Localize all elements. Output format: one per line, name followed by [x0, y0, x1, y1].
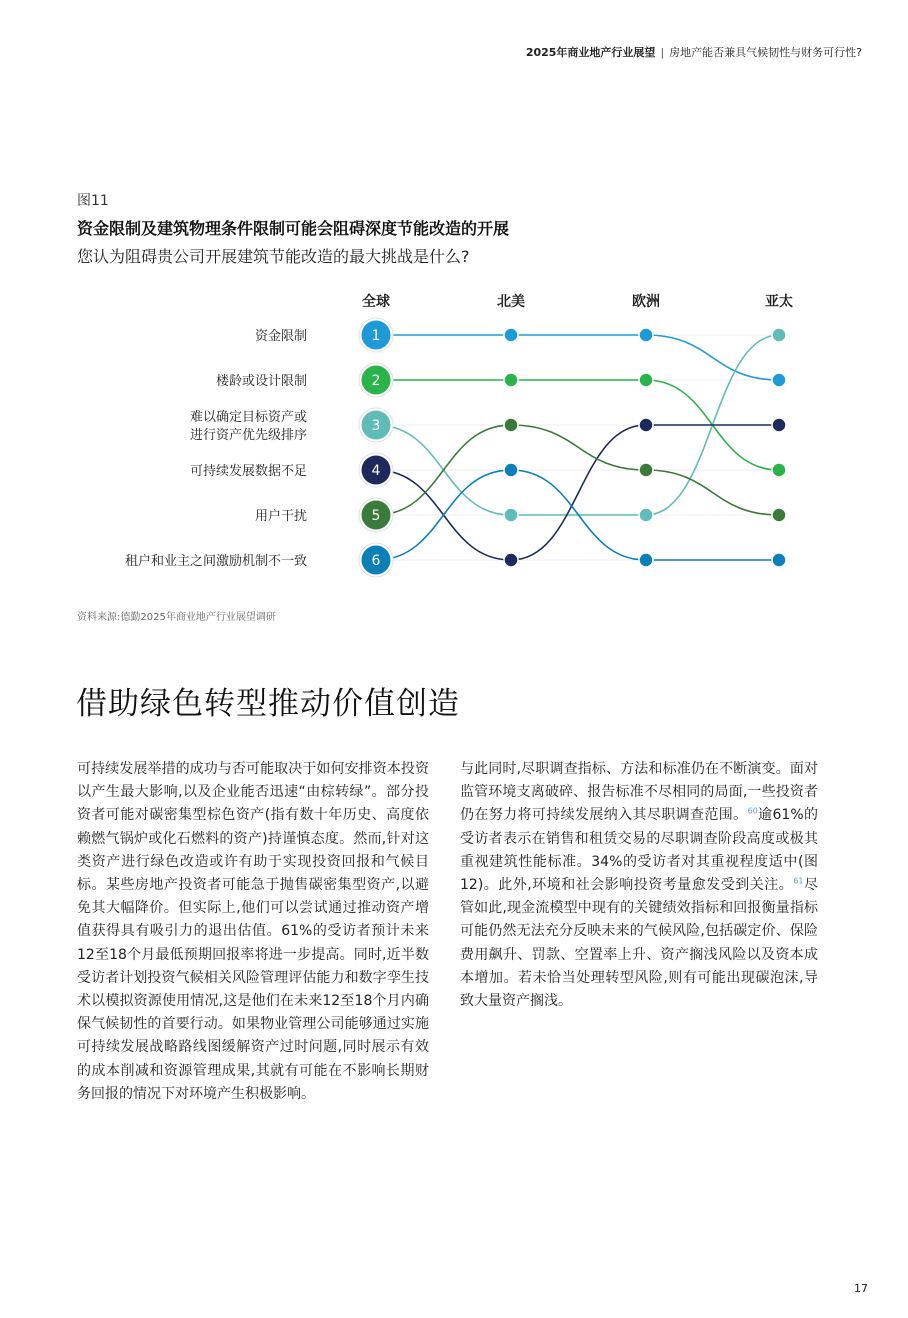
row-label-6: 租户和业主之间激励机制不一致 — [124, 554, 307, 569]
series-4-marker-2 — [504, 553, 518, 567]
body-right-part-2: 逾61%的受访者表示在销售和租赁交易的尽职调查阶段高度或极其重视建筑性能标准。34%的受访者对其重视程度适中(图12)。此外,环境和社会影响投资考量愈发受到关注。 — [460, 807, 819, 894]
body-column-right — [460, 758, 818, 1013]
report-subtitle: 房地产能否兼具气候韧性与财务可行性? — [669, 46, 862, 59]
global-rank-number-1: 1 — [371, 328, 381, 344]
series-1-marker-2 — [504, 328, 518, 342]
page-number: 17 — [854, 1282, 868, 1295]
series-4-marker-3 — [639, 418, 653, 432]
global-rank-number-3: 3 — [371, 418, 381, 434]
series-4-marker-4 — [772, 418, 786, 432]
region-header-1: 全球 — [362, 294, 390, 310]
global-rank-number-2: 2 — [371, 373, 381, 389]
series-2-marker-3 — [639, 373, 653, 387]
body-column-left: 可持续发展举措的成功与否可能取决于如何安排资本投资以产生最大影响,以及企业能否迅速“由棕转绿”。部分投资者可能对碳密集型棕色资产(指有数十年历史、高度依赖燃气锅炉或化石燃料的资产)持谨慎态度。然而,针对这类资产进行绿色改造或许有助于实现投资回报和气候目标。某些房地产投资者可能急于抛售碳密集型资产,以避免其大幅降价。但实际上,他们可以尝试通过推动资产增值获得具有吸引力的退出估值。61%的受访者预计未来12至18个月最低预期回报率将进一步提高。同时,近半数受访者计划投资气候相关风险管理评估能力和数字孪生技术以模拟资源使用情况,这是他们在未来12至18个月内确保气候韧性的首要行动。如果物业管理公司能够通过实施可持续发展战略路线图缓解资产过时问题,同时展示有效的成本削减和资源管理成果,其就有可能在不影响长期财务回报的情况下对环境产生积极影响。 — [77, 761, 429, 1102]
row-label-5: 用户干扰 — [254, 509, 307, 524]
series-6-marker-2 — [504, 463, 518, 477]
figure-label: 图11 — [77, 193, 109, 209]
series-6-marker-3 — [639, 553, 653, 567]
row-label-4: 可持续发展数据不足 — [189, 464, 307, 479]
global-rank-number-6: 6 — [371, 553, 381, 569]
series-6-marker-4 — [772, 553, 786, 567]
series-1-marker-4 — [772, 373, 786, 387]
body-right-part-1: 与此同时,尽职调查指标、方法和标准仍在不断演变。面对监管环境支离破碎、报告标准不尽相同的局面,一些投资者仍在努力将可持续发展纳入其尽职调查范围。 — [460, 761, 818, 824]
figure-title: 资金限制及建筑物理条件限制可能会阻碍深度节能改造的开展 — [77, 219, 510, 238]
region-header-3: 欧洲 — [632, 294, 660, 310]
figure-source: 资料来源:德勤2025年商业地产行业展望调研 — [77, 612, 276, 623]
series-4-segment-2 — [511, 425, 646, 560]
series-5-segment-2 — [511, 425, 646, 470]
series-1-marker-3 — [639, 328, 653, 342]
bump-chart — [0, 280, 908, 590]
figure-question: 您认为阻碍贵公司开展建筑节能改造的最大挑战是什么? — [77, 247, 470, 266]
series-3-marker-4 — [772, 328, 786, 342]
row-label-3: 难以确定目标资产或进行资产优先级排序 — [189, 410, 307, 443]
region-header-2: 北美 — [497, 294, 525, 310]
row-label-2: 楼龄或设计限制 — [215, 374, 307, 389]
global-rank-number-5: 5 — [371, 508, 381, 524]
header-separator: | — [660, 46, 665, 59]
series-3-marker-2 — [504, 508, 518, 522]
section-title: 借助绿色转型推动价值创造 — [76, 686, 460, 722]
report-title: 2025年商业地产行业展望 — [525, 46, 656, 59]
running-header — [526, 44, 862, 60]
footnote-ref-60[interactable]: 60 — [747, 806, 758, 816]
body-right-part-3: 尽管如此,现金流模型中现有的关键绩效指标和回报衡量指标可能仍然无法充分反映未来的气候风险,包括碳定价、保险费用飙升、罚款、空置率上升、资产搁浅风险以及资本成本增加。若未恰当处理转型风险,则有可能出现碳泡沫,导致大量资产搁浅。 — [460, 877, 819, 1010]
footnote-ref-61[interactable]: 61 — [793, 876, 804, 886]
global-rank-number-4: 4 — [371, 463, 381, 479]
row-label-1: 资金限制 — [254, 329, 307, 344]
series-2-marker-2 — [504, 373, 518, 387]
series-5-marker-4 — [772, 508, 786, 522]
series-5-marker-3 — [639, 463, 653, 477]
series-3-marker-3 — [639, 508, 653, 522]
series-5-marker-2 — [504, 418, 518, 432]
series-2-marker-4 — [772, 463, 786, 477]
region-header-4: 亚太 — [765, 294, 793, 310]
